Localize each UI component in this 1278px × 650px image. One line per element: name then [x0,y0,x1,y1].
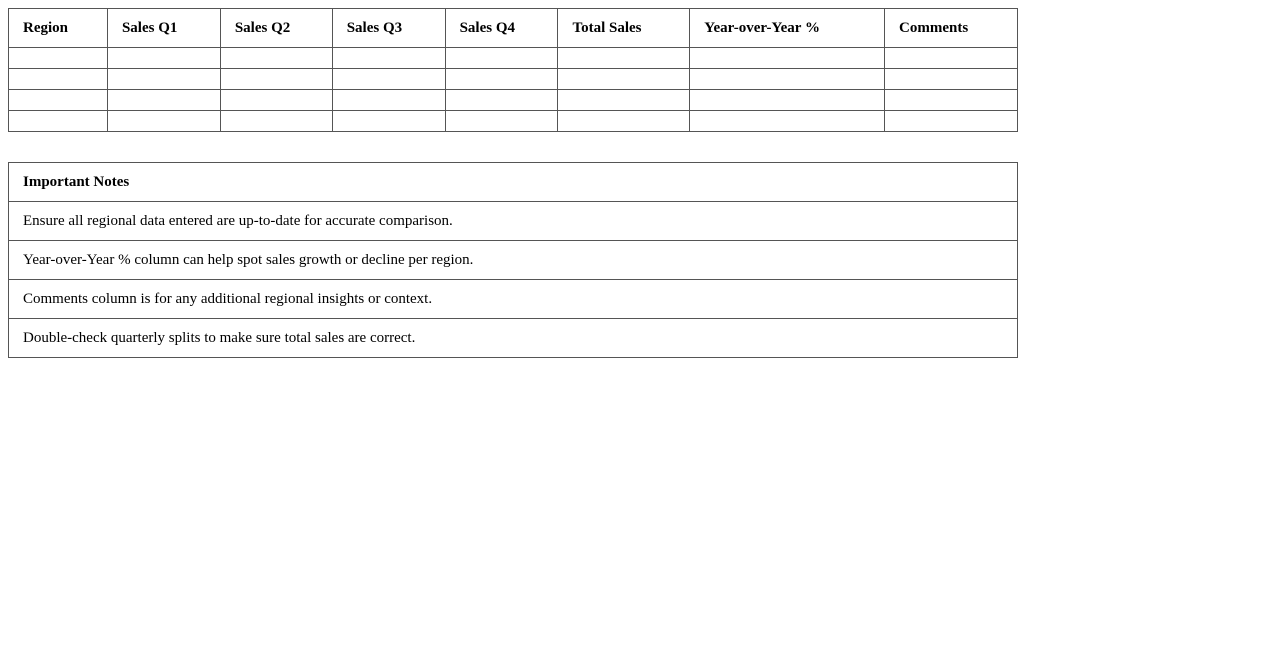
cell-comments[interactable] [885,69,1018,90]
cell-year-over-year[interactable] [690,111,885,132]
cell-sales-q3[interactable] [332,111,445,132]
header-sales-q4: Sales Q4 [445,9,558,48]
cell-comments[interactable] [885,48,1018,69]
table-row [9,90,1018,111]
cell-comments[interactable] [885,111,1018,132]
cell-year-over-year[interactable] [690,48,885,69]
cell-total-sales[interactable] [558,90,690,111]
cell-sales-q2[interactable] [220,90,332,111]
cell-sales-q1[interactable] [107,111,220,132]
sales-table [8,8,1018,132]
note-row [9,202,1018,241]
notes-table [8,162,1018,358]
notes-title: Important Notes [9,163,1018,202]
cell-sales-q3[interactable] [332,90,445,111]
header-sales-q2: Sales Q2 [220,9,332,48]
cell-sales-q3[interactable] [332,69,445,90]
header-comments: Comments [885,9,1018,48]
note-row [9,280,1018,319]
cell-sales-q1[interactable] [107,90,220,111]
table-row [9,69,1018,90]
note-item: Ensure all regional data entered are up-to-date for accurate comparison. [9,202,1018,241]
cell-sales-q4[interactable] [445,111,558,132]
cell-comments[interactable] [885,90,1018,111]
note-row [9,319,1018,358]
note-item: Comments column is for any additional regional insights or context. [9,280,1018,319]
table-row [9,48,1018,69]
cell-total-sales[interactable] [558,111,690,132]
cell-sales-q4[interactable] [445,48,558,69]
cell-sales-q2[interactable] [220,111,332,132]
notes-header-row [9,163,1018,202]
cell-sales-q3[interactable] [332,48,445,69]
header-sales-q1: Sales Q1 [107,9,220,48]
cell-sales-q2[interactable] [220,48,332,69]
header-year-over-year: Year-over-Year % [690,9,885,48]
cell-total-sales[interactable] [558,69,690,90]
cell-sales-q1[interactable] [107,69,220,90]
note-item: Year-over-Year % column can help spot sales growth or decline per region. [9,241,1018,280]
cell-total-sales[interactable] [558,48,690,69]
cell-sales-q4[interactable] [445,90,558,111]
cell-year-over-year[interactable] [690,90,885,111]
cell-sales-q4[interactable] [445,69,558,90]
cell-region[interactable] [9,48,108,69]
table-row [9,111,1018,132]
cell-year-over-year[interactable] [690,69,885,90]
header-region: Region [9,9,108,48]
header-total-sales: Total Sales [558,9,690,48]
note-row [9,241,1018,280]
cell-region[interactable] [9,111,108,132]
cell-region[interactable] [9,69,108,90]
cell-sales-q2[interactable] [220,69,332,90]
cell-region[interactable] [9,90,108,111]
header-sales-q3: Sales Q3 [332,9,445,48]
table-header-row [9,9,1018,48]
cell-sales-q1[interactable] [107,48,220,69]
note-item: Double-check quarterly splits to make sure total sales are correct. [9,319,1018,358]
